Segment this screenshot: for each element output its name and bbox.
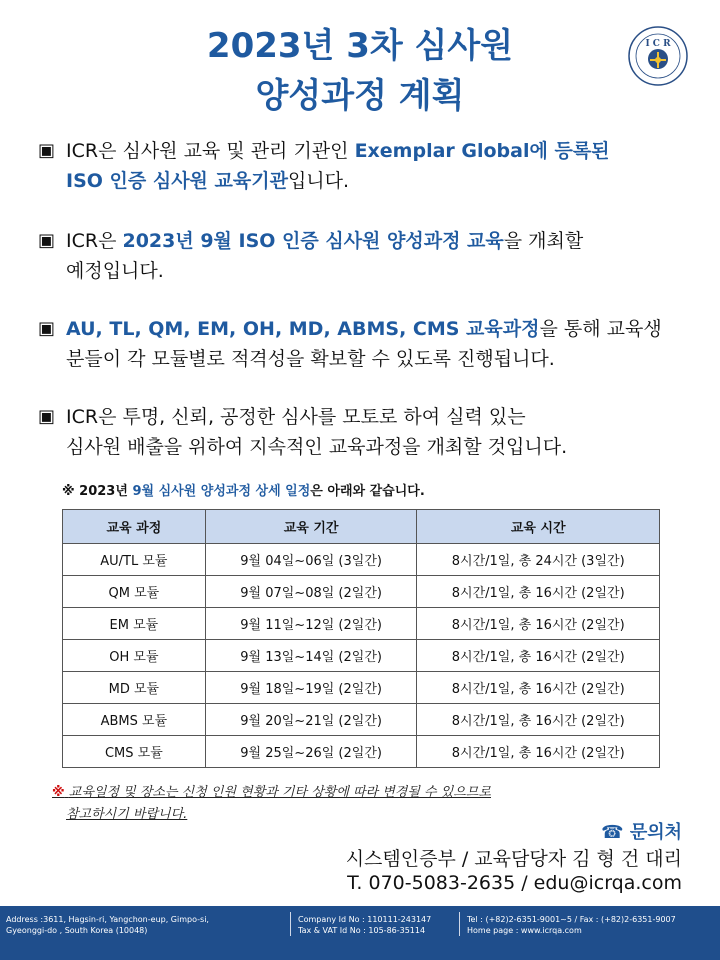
header-course: 교육 과정: [63, 510, 206, 544]
cell-course: QM 모듈: [63, 576, 206, 608]
contact-phone-email[interactable]: T. 070-5083-2635 / edu@icrqa.com: [347, 872, 682, 894]
cell-course: OH 모듈: [63, 640, 206, 672]
header-period: 교육 기간: [205, 510, 417, 544]
homepage-link[interactable]: Home page : www.icrqa.com: [467, 926, 582, 935]
page-title-line2: 양성과정 계획: [255, 76, 465, 116]
paragraph-motto: ▣ ICR은 투명, 신뢰, 공정한 심사를 모토로 하여 실력 있는 심사원 배출을 위하여 지속적인 교육과정을 개최할 것입니다.: [38, 402, 698, 462]
cell-course: ABMS 모듈: [63, 704, 206, 736]
table-row: [63, 576, 660, 608]
cell-hours: 8시간/1일, 총 16시간 (2일간): [417, 736, 660, 768]
cell-hours: 8시간/1일, 총 16시간 (2일간): [417, 576, 660, 608]
schedule-table: [62, 509, 660, 768]
footer-divider: [290, 912, 291, 936]
cell-course: CMS 모듈: [63, 736, 206, 768]
cell-period: 9월 20일~21일 (2일간): [205, 704, 417, 736]
paragraph-courses: ▣ AU, TL, QM, EM, OH, MD, ABMS, CMS 교육과정을 통해 교육생 분들이 각 모듈별로 적격성을 확보할 수 있도록 진행됩니다.: [38, 314, 698, 374]
bullet-icon: ▣: [38, 230, 56, 251]
table-header-row: [63, 510, 660, 544]
cell-period: 9월 25일~26일 (2일간): [205, 736, 417, 768]
table-row: [63, 640, 660, 672]
bullet-icon: ▣: [38, 318, 56, 339]
cell-hours: 8시간/1일, 총 16시간 (2일간): [417, 672, 660, 704]
cell-hours: 8시간/1일, 총 16시간 (2일간): [417, 704, 660, 736]
table-row: [63, 544, 660, 576]
bullet-icon: ▣: [38, 406, 56, 427]
paragraph-plan: ▣ ICR은 2023년 9월 ISO 인증 심사원 양성과정 교육을 개최할 예정입니다.: [38, 226, 698, 286]
table-row: [63, 704, 660, 736]
cell-course: EM 모듈: [63, 608, 206, 640]
logo-text: I C R: [645, 39, 671, 49]
page-title-line1: 2023년 3차 심사원: [206, 26, 514, 66]
cell-period: 9월 07일~08일 (2일간): [205, 576, 417, 608]
cell-period: 9월 11일~12일 (2일간): [205, 608, 417, 640]
caution-mark: ※: [52, 785, 65, 800]
footer-contact: Tel : (+82)2-6351-9001~5 / Fax : (+82)2-6351-9007 Home page : www.icrqa.com: [467, 915, 676, 935]
footer-company-ids: Company Id No : 110111-243147 Tax & VAT Id No : 105-86-35114: [298, 915, 432, 935]
table-row: [63, 608, 660, 640]
contact-person: 시스템인증부 / 교육담당자 김 형 건 대리: [345, 848, 682, 870]
cell-period: 9월 13일~14일 (2일간): [205, 640, 417, 672]
cell-course: AU/TL 모듈: [63, 544, 206, 576]
header-hours: 교육 시간: [417, 510, 660, 544]
paragraph-registration: ▣ ICR은 심사원 교육 및 관리 기관인 Exemplar Global에 등록된 ISO 인증 심사원 교육기관입니다.: [38, 136, 698, 196]
bullet-icon: ▣: [38, 140, 56, 161]
table-row: [63, 736, 660, 768]
footer: [0, 906, 720, 960]
table-row: [63, 672, 660, 704]
cell-hours: 8시간/1일, 총 16시간 (2일간): [417, 640, 660, 672]
cell-period: 9월 04일~06일 (3일간): [205, 544, 417, 576]
cell-course: MD 모듈: [63, 672, 206, 704]
contact-heading: ☎ 문의처: [601, 822, 682, 843]
cell-hours: 8시간/1일, 총 16시간 (2일간): [417, 608, 660, 640]
caution-note: ※ 교육일정 및 장소는 신청 인원 현황과 기타 상황에 따라 변경될 수 있으므로 참고하시기 바랍니다.: [52, 785, 491, 822]
cell-hours: 8시간/1일, 총 24시간 (3일간): [417, 544, 660, 576]
icr-seal-icon: [628, 26, 688, 86]
footer-divider: [459, 912, 460, 936]
phone-icon: ☎: [601, 822, 624, 843]
cell-period: 9월 18일~19일 (2일간): [205, 672, 417, 704]
schedule-note: ※ 2023년 9월 심사원 양성과정 상세 일정은 아래와 같습니다.: [62, 484, 425, 499]
footer-address: Address :3611, Hagsin-ri, Yangchon-eup, Gimpo-si, Gyeonggi-do , South Korea (10048): [6, 915, 209, 935]
